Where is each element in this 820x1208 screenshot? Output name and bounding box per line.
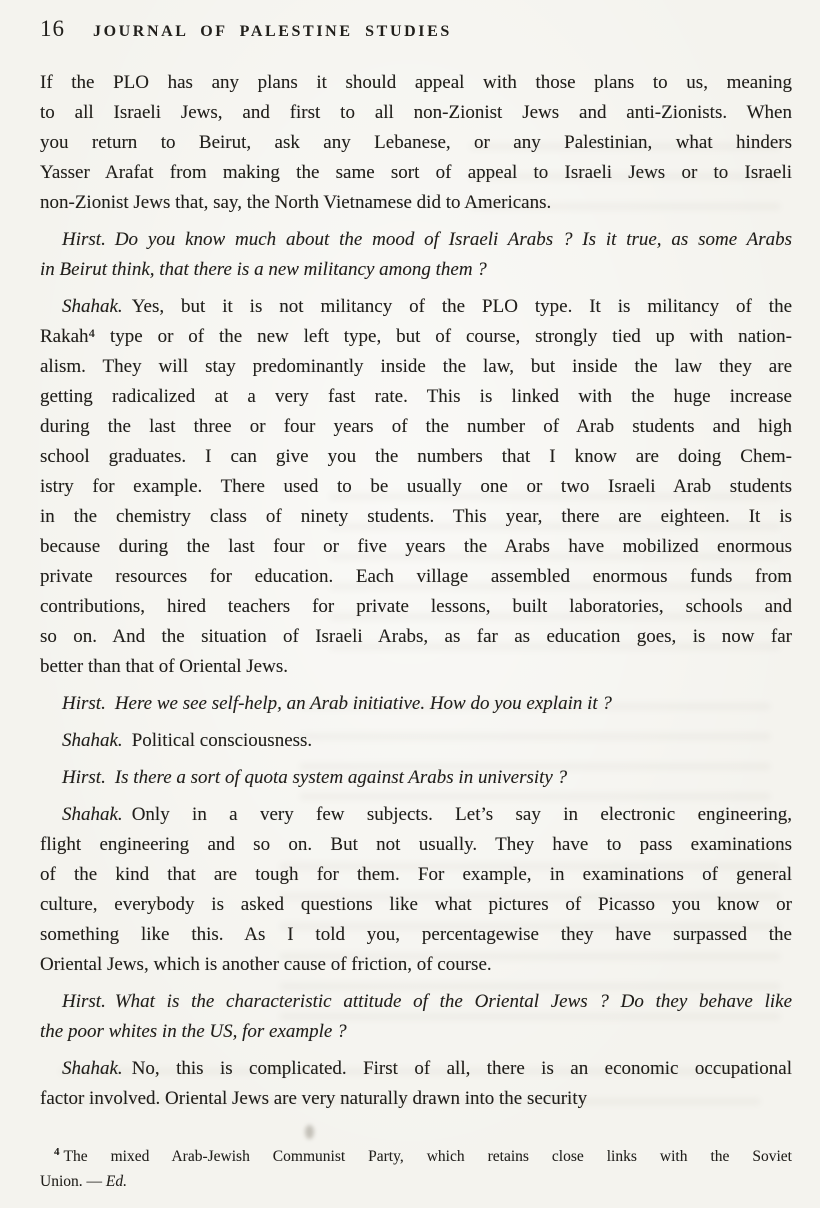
speaker-label: Shahak. <box>62 1058 123 1079</box>
footnote-line <box>40 1140 792 1169</box>
text-line: Shahak. Yes, but it is not militancy of the PLO type. It is militancy of the <box>62 296 792 317</box>
speaker-label: Hirst. <box>62 693 106 714</box>
question-paragraph <box>40 689 792 719</box>
answer-paragraph <box>40 1054 792 1114</box>
text-line: culture, everybody is asked questions like what pictures of Picasso you know or <box>40 894 792 915</box>
page-number: 16 <box>40 16 65 41</box>
body-text <box>40 68 792 1114</box>
footnote-text: Union. — <box>40 1173 106 1191</box>
text-line: Shahak. Political consciousness. <box>62 730 313 751</box>
text-line: getting radicalized at a very fast rate. This is linked with the huge increase <box>40 386 792 407</box>
text-line: you return to Beirut, ask any Lebanese, or any Palestinian, what hinders <box>40 132 792 153</box>
narration-paragraph <box>40 68 792 218</box>
speaker-label: Shahak. <box>62 804 123 825</box>
text-line: something like this. As I told you, percentagewise they have surpassed the <box>40 924 792 945</box>
speaker-label: Hirst. <box>62 767 106 788</box>
text-line: because during the last four or five years the Arabs have mobilized enormous <box>40 536 792 557</box>
text-line: contributions, hired teachers for private lessons, built laboratories, schools and <box>40 596 792 617</box>
text-line: Yasser Arafat from making the same sort of appeal to Israeli Jews or to Israeli <box>40 162 792 183</box>
text-line: Shahak. No, this is complicated. First of all, there is an economic occupational <box>62 1058 792 1079</box>
question-paragraph <box>40 987 792 1047</box>
answer-paragraph <box>40 800 792 980</box>
text-line: private resources for education. Each village assembled enormous funds from <box>40 566 792 587</box>
text-line: so on. And the situation of Israeli Arabs, as far as education goes, is now far <box>40 626 792 647</box>
text-line: during the last three or four years of the number of Arab students and high <box>40 416 792 437</box>
text-line: Oriental Jews, which is another cause of friction, of course. <box>40 954 492 975</box>
text-line: Rakah⁴ type or of the new left type, but of course, strongly tied up with nation- <box>40 326 792 347</box>
text-line: flight engineering and so on. But not usually. They have to pass examinations <box>40 834 792 855</box>
question-paragraph <box>40 225 792 285</box>
answer-paragraph <box>40 726 792 756</box>
footnote-text: The mixed Arab-Jewish Communist Party, which retains close links with the Soviet <box>63 1148 792 1166</box>
text-line: in Beirut think, that there is a new militancy among them ? <box>40 259 487 280</box>
footnote <box>40 1140 792 1194</box>
text-line: istry for example. There used to be usually one or two Israeli Arab students <box>40 476 792 497</box>
text-line: Hirst. Here we see self-help, an Arab initiative. How do you explain it ? <box>62 693 612 714</box>
text-line: factor involved. Oriental Jews are very naturally drawn into the security <box>40 1088 588 1109</box>
answer-paragraph <box>40 292 792 682</box>
ink-smudge <box>305 1125 314 1139</box>
text-line: non-Zionist Jews that, say, the North Vietnamese did to Americans. <box>40 192 552 213</box>
text-line: Shahak. Only in a very few subjects. Let’s say in electronic engineering, <box>62 804 792 825</box>
footnote-line <box>40 1169 792 1194</box>
page-header <box>40 16 792 42</box>
text-line: Hirst. Is there a sort of quota system against Arabs in university ? <box>62 767 568 788</box>
footnote-editor-label: Ed. <box>105 1173 127 1191</box>
footnote-marker: 4 <box>54 1146 60 1158</box>
speaker-label: Shahak. <box>62 296 123 317</box>
text-line: the poor whites in the US, for example ? <box>40 1021 347 1042</box>
text-line: in the chemistry class of ninety students. This year, there are eighteen. It is <box>40 506 792 527</box>
text-line: Hirst. Do you know much about the mood of Israeli Arabs ? Is it true, as some Arabs <box>62 229 792 250</box>
speaker-label: Hirst. <box>62 991 106 1012</box>
journal-title: JOURNAL OF PALESTINE STUDIES <box>93 23 452 40</box>
text-line: school graduates. I can give you the numbers that I know are doing Chem- <box>40 446 792 467</box>
speaker-label: Shahak. <box>62 730 123 751</box>
text-line: If the PLO has any plans it should appeal with those plans to us, meaning <box>40 72 792 93</box>
text-line: better than that of Oriental Jews. <box>40 656 288 677</box>
text-line: of the kind that are tough for them. For example, in examinations of general <box>40 864 792 885</box>
speaker-label: Hirst. <box>62 229 106 250</box>
text-line: to all Israeli Jews, and first to all non-Zionist Jews and anti-Zionists. When <box>40 102 792 123</box>
text-line: alism. They will stay predominantly inside the law, but inside the law they are <box>40 356 792 377</box>
question-paragraph <box>40 763 792 793</box>
text-line: Hirst. What is the characteristic attitude of the Oriental Jews ? Do they behave like <box>62 991 792 1012</box>
